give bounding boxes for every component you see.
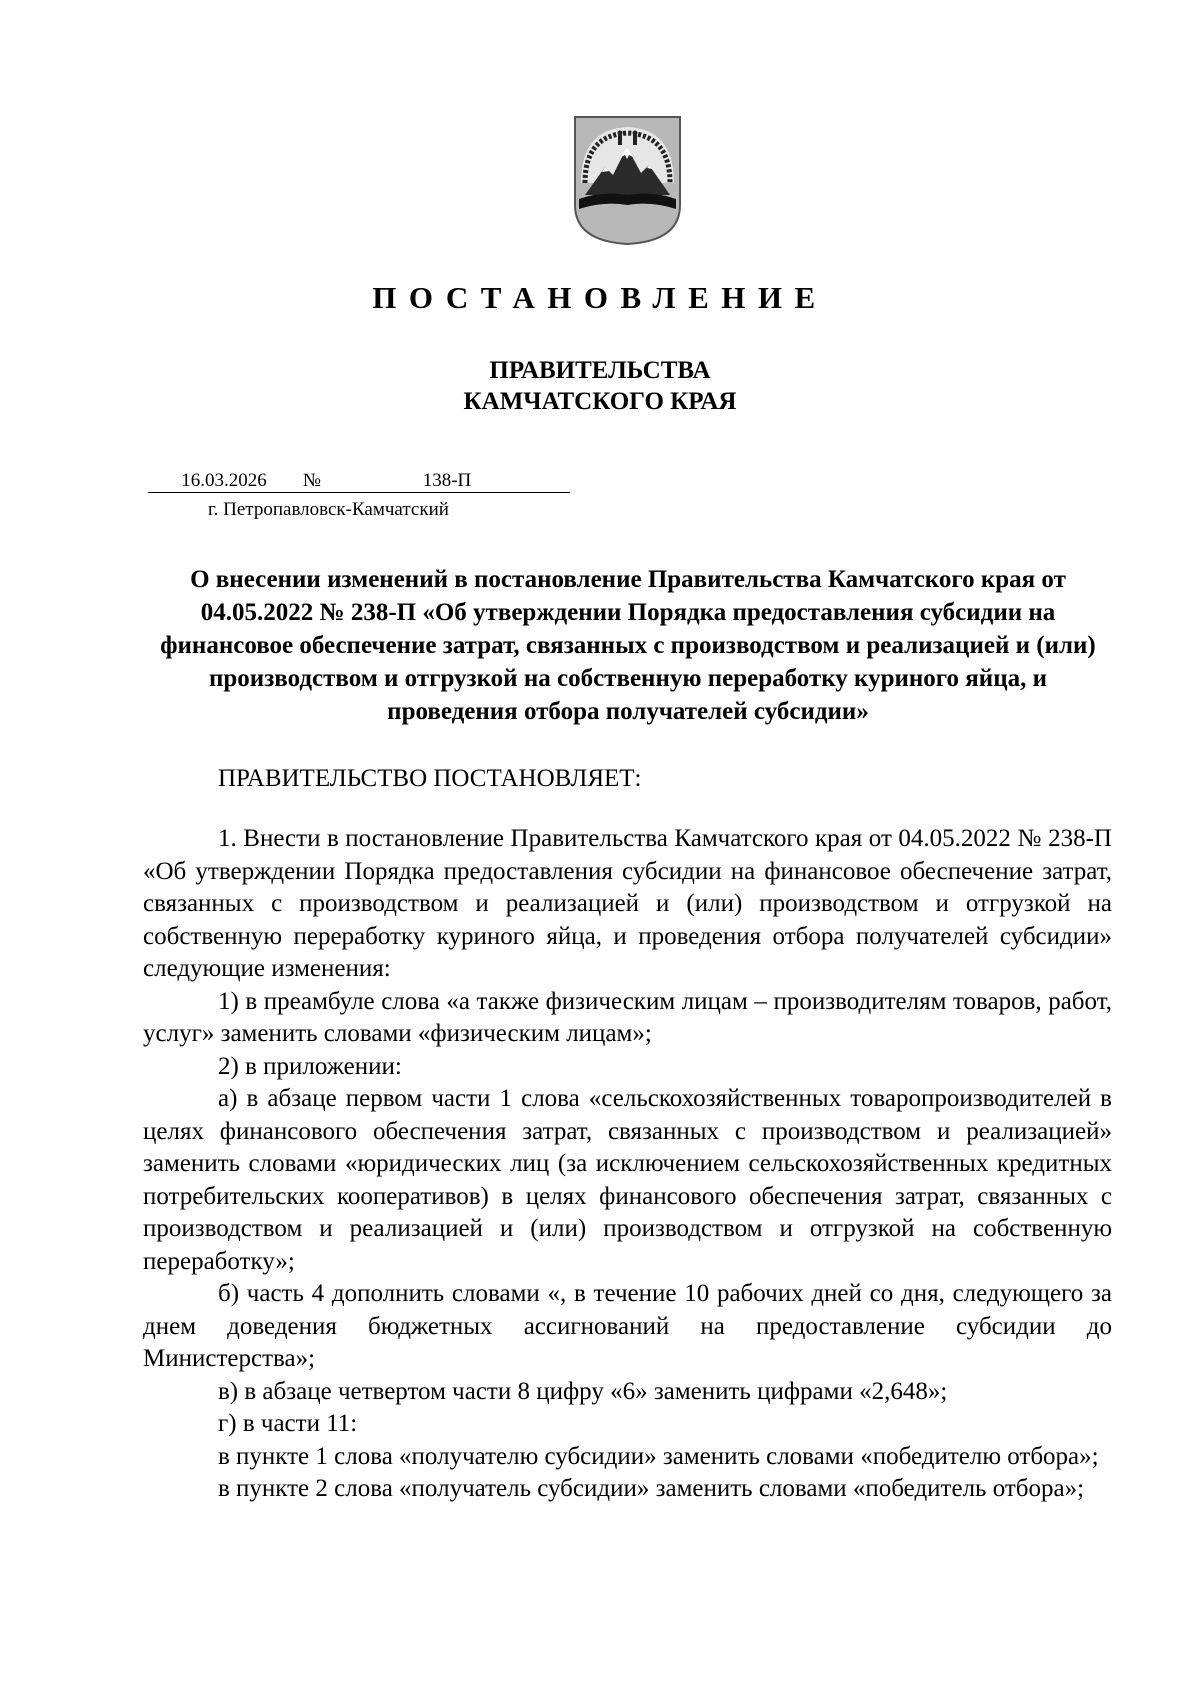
paragraph: 1. Внести в постановление Правительства Камчатского края от 04.05.2022 № 238-П «Об утверждении Порядка предоставления субсидии на финансовое обеспечение затрат, связанных с производством и реализацией и (или) производством и отгрузкой на собственную переработку куриного яйца, и проведения отбора получателей субсидии» следующие изменения: — [143, 825, 1112, 982]
coat-of-arms-icon — [571, 113, 684, 247]
paragraph: б) часть 4 дополнить словами «, в течение 10 рабочих дней со дня, следующего за днем доведения бюджетных ассигнований на предоставление субсидии до Министерства»; — [143, 1280, 1112, 1372]
document-city: г. Петропавловск-Камчатский — [208, 499, 449, 520]
document-body — [143, 823, 1112, 1506]
paragraph: в пункте 1 слова «получателю субсидии» заменить словами «победителю отбора»; — [218, 1442, 1099, 1470]
paragraph: в пункте 2 слова «получатель субсидии» заменить словами «победитель отбора»; — [218, 1475, 1085, 1502]
number-sign: № — [300, 470, 324, 493]
document-title: О внесении изменений в постановление Правительства Камчатского края от 04.05.2022 № 238-П «Об утверждении Порядка предоставления субсидии на финансовое обеспечение затрат, связанных с производством и реализацией и (или) производством и отгрузкой на собственную переработку куриного яйца, и проведения отбора получателей субсидии» — [160, 566, 1096, 725]
document-date: 16.03.2026 — [148, 470, 300, 493]
paragraph: 2) в приложении: — [218, 1052, 402, 1080]
paragraph: 1) в преамбуле слова «а также физическим лицам – производителям товаров, работ, услуг» заменить словами «физическим лицам»; — [143, 987, 1112, 1047]
document-number: 138-П — [324, 470, 570, 493]
issuing-authority — [0, 355, 1200, 417]
paragraph: г) в части 11: — [218, 1410, 358, 1437]
paragraph: а) в абзаце первом части 1 слова «сельскохозяйственных товаропроизводителей в целях финансового обеспечения затрат, связанных с производством и реализацией» заменить словами «юридических лиц (за исключением сельскохозяйственных кредитных потребительских кооперативов) в целях финансового обеспечения затрат, связанных с производством и реализацией и (или) производством и отгрузкой на собственную переработку»; — [143, 1085, 1112, 1275]
decree-statement: ПРАВИТЕЛЬСТВО ПОСТАНОВЛЯЕТ: — [218, 765, 642, 792]
authority-line-2: КАМЧАТСКОГО КРАЯ — [463, 388, 737, 415]
document-type: ПОСТАНОВЛЕНИЕ — [372, 280, 828, 315]
authority-line-1: ПРАВИТЕЛЬСТВА — [489, 357, 711, 384]
paragraph: в) в абзаце четвертом части 8 цифру «6» заменить цифрами «2,648»; — [218, 1377, 948, 1405]
